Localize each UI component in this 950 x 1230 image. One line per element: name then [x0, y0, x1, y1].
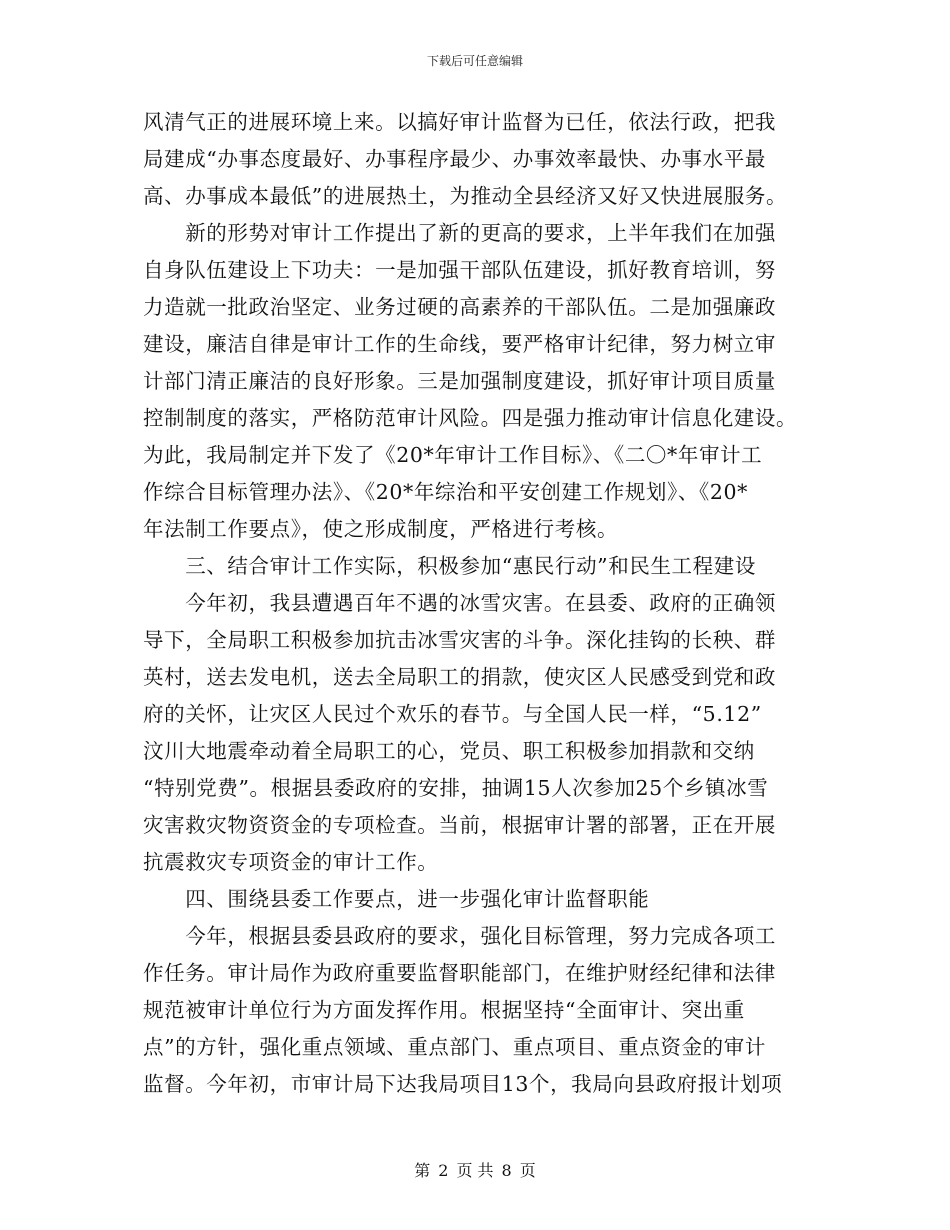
text-line: 风清气正的进展环境上来。以搞好审计监督为已任，依法行政，把我 [143, 110, 776, 134]
page-header: 下载后可任意编辑 [426, 54, 523, 68]
text-line: 力造就一批政治坚定、业务过硬的高素养的干部队伍。二是加强廉政 [143, 295, 776, 319]
footer-prefix: 第 [414, 1161, 431, 1180]
text-line: 三、结合审计工作实际，积极参加“惠民行动”和民生工程建设 [143, 554, 756, 578]
text-line: 新的形势对审计工作提出了新的更高的要求，上半年我们在加强 [143, 221, 776, 245]
text-line: 年法制工作要点》，使之形成制度，严格进行考核。 [143, 517, 619, 541]
text-line: 英村，送去发电机，送去全局职工的捐款，使灾区人民感受到党和政 [143, 665, 776, 689]
page-footer [0, 1158, 950, 1181]
text-line: 监督。今年初，市审计局下达我局项目13个，我局向县政府报计划项 [143, 1072, 783, 1096]
text-line: 自身队伍建设上下功夫：一是加强干部队伍建设，抓好教育培训，努 [143, 258, 776, 282]
text-line: 控制制度的落实，严格防范审计风险。四是强力推动审计信息化建设。 [143, 406, 798, 430]
footer-middle: 页 共 [456, 1161, 494, 1180]
text-line: 计部门清正廉洁的良好形象。三是加强制度建设，抓好审计项目质量 [143, 369, 776, 393]
text-line: 作任务。审计局作为政府重要监督职能部门，在维护财经纪律和法律 [143, 961, 776, 985]
text-line: 高、办事成本最低”的进展热土，为推动全县经济又好又快进展服务。 [143, 184, 788, 208]
document-body [143, 104, 807, 1103]
total-pages: 8 [501, 1161, 512, 1180]
text-line: 抗震救灾专项资金的审计工作。 [143, 850, 439, 874]
footer-suffix: 页 [519, 1161, 536, 1180]
text-line: 汶川大地震牵动着全局职工的心，党员、职工积极参加捐款和交纳 [143, 739, 755, 763]
text-line: “特别党费”。根据县委政府的安排，抽调15人次参加25个乡镇冰雪 [143, 776, 769, 800]
text-line: 导下，全局职工积极参加抗击冰雪灾害的斗争。深化挂钩的长秧、群 [143, 628, 776, 652]
text-line: 府的关怀，让灾区人民过个欢乐的春节。与全国人民一样，“5.12” [143, 702, 762, 726]
text-line: 建设，廉洁自律是审计工作的生命线，要严格审计纪律，努力树立审 [143, 332, 776, 356]
text-line: 点”的方针，强化重点领域、重点部门、重点项目、重点资金的审计 [143, 1035, 766, 1059]
text-line: 规范被审计单位行为方面发挥作用。根据坚持“全面审计、突出重 [143, 998, 745, 1022]
text-line: 局建成“办事态度最好、办事程序最少、办事效率最快、办事水平最 [143, 147, 766, 171]
text-line: 今年初，我县遭遇百年不遇的冰雪灾害。在县委、政府的正确领 [143, 591, 776, 615]
text-line: 作综合目标管理办法》、《20*年综治和平安创建工作规划》、《20* [143, 480, 748, 504]
text-line: 四、围绕县委工作要点，进一步强化审计监督职能 [143, 887, 650, 911]
page-number: 2 [438, 1161, 449, 1180]
text-line: 灾害救灾物资资金的专项检查。当前，根据审计署的部署，正在开展 [143, 813, 776, 837]
text-line: 为此，我局制定并下发了《20*年审计工作目标》、《二〇*年审计工 [143, 443, 763, 467]
text-line: 今年，根据县委县政府的要求，强化目标管理，努力完成各项工 [143, 924, 776, 948]
